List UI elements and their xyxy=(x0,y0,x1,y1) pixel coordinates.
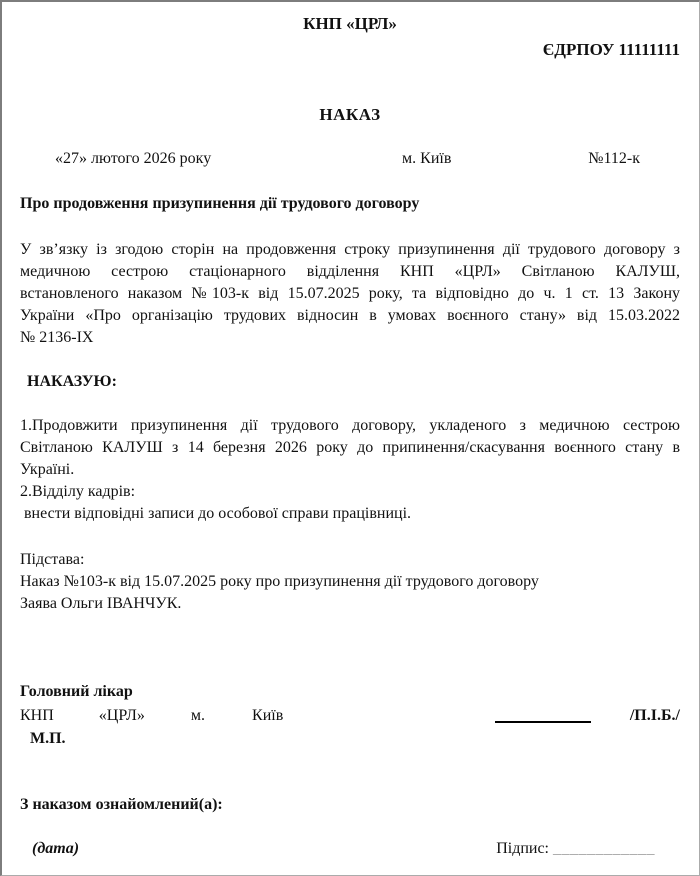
sig-org-word: КНП xyxy=(20,707,54,724)
sig-org-word: Київ xyxy=(252,707,284,724)
preamble-line: України «Про організацію трудових відносин в умовах воєнного стану» від 15.03.2022 xyxy=(20,307,680,324)
edrpou-code: ЄДРПОУ 11111111 xyxy=(542,40,680,59)
sign-line: ____________ xyxy=(553,840,655,857)
sign-group xyxy=(496,838,655,860)
preamble-line: встановленого наказом №103-к від 15.07.2025 року, та відповідно до ч. 1 ст. 13 Закону xyxy=(20,285,680,302)
signer-position: Головний лікар xyxy=(20,683,133,700)
doc-number: №112-к xyxy=(588,150,640,167)
signature-row xyxy=(20,705,680,727)
order-item-line: Світланою КАЛУШ з 14 березня 2026 року до припинення/скасування воєнного стану в xyxy=(20,439,680,456)
preamble-line: медичною сестрою стаціонарного відділення КНП «ЦРЛ» Світланою КАЛУШ, xyxy=(20,263,680,280)
order-item-line: внести відповідні записи до особової справи працівниці. xyxy=(24,505,412,522)
preamble-line: У зв’язку із згодою сторін на продовження строку призупинення дії трудового договору з xyxy=(20,241,680,258)
basis-block xyxy=(20,549,680,615)
acknowledgement-row xyxy=(20,838,680,860)
order-item-line: 1.Продовжити призупинення дії трудового договору, укладеного з медичною сестрою xyxy=(20,417,680,434)
order-items xyxy=(20,415,680,525)
acknowledgement-label: З наказом ознайомлений(а): xyxy=(20,796,223,813)
order-keyword: НАКАЗУЮ: xyxy=(27,373,117,390)
pib-placeholder: /П.І.Б./ xyxy=(629,707,680,724)
doc-city: м. Київ xyxy=(402,150,452,167)
doc-title: НАКАЗ xyxy=(319,105,381,124)
basis-line: Наказ №103-к від 15.07.2025 року про призупинення дії трудового договору xyxy=(20,573,539,590)
signature-rule xyxy=(495,721,591,723)
sig-org-word: «ЦРЛ» xyxy=(98,707,145,724)
stamp-placeholder: М.П. xyxy=(30,730,66,747)
order-item-line: 2.Відділу кадрів: xyxy=(20,483,136,500)
preamble-line: № 2136-ІХ xyxy=(20,329,94,346)
org-name: КНП «ЦРЛ» xyxy=(303,14,397,33)
preamble-paragraph xyxy=(20,239,680,349)
basis-label: Підстава: xyxy=(20,551,85,568)
basis-line: Заява Ольги ІВАНЧУК. xyxy=(20,595,182,612)
doc-date: «27» лютого 2026 року xyxy=(55,150,212,167)
date-number-row xyxy=(20,148,680,170)
date-placeholder: (дата) xyxy=(32,840,80,857)
subject-line: Про продовження призупинення дії трудового договору xyxy=(20,195,420,212)
sign-label: Підпис: xyxy=(496,840,549,857)
order-item-line: Україні. xyxy=(20,461,75,478)
sig-org-word: м. xyxy=(190,707,206,724)
